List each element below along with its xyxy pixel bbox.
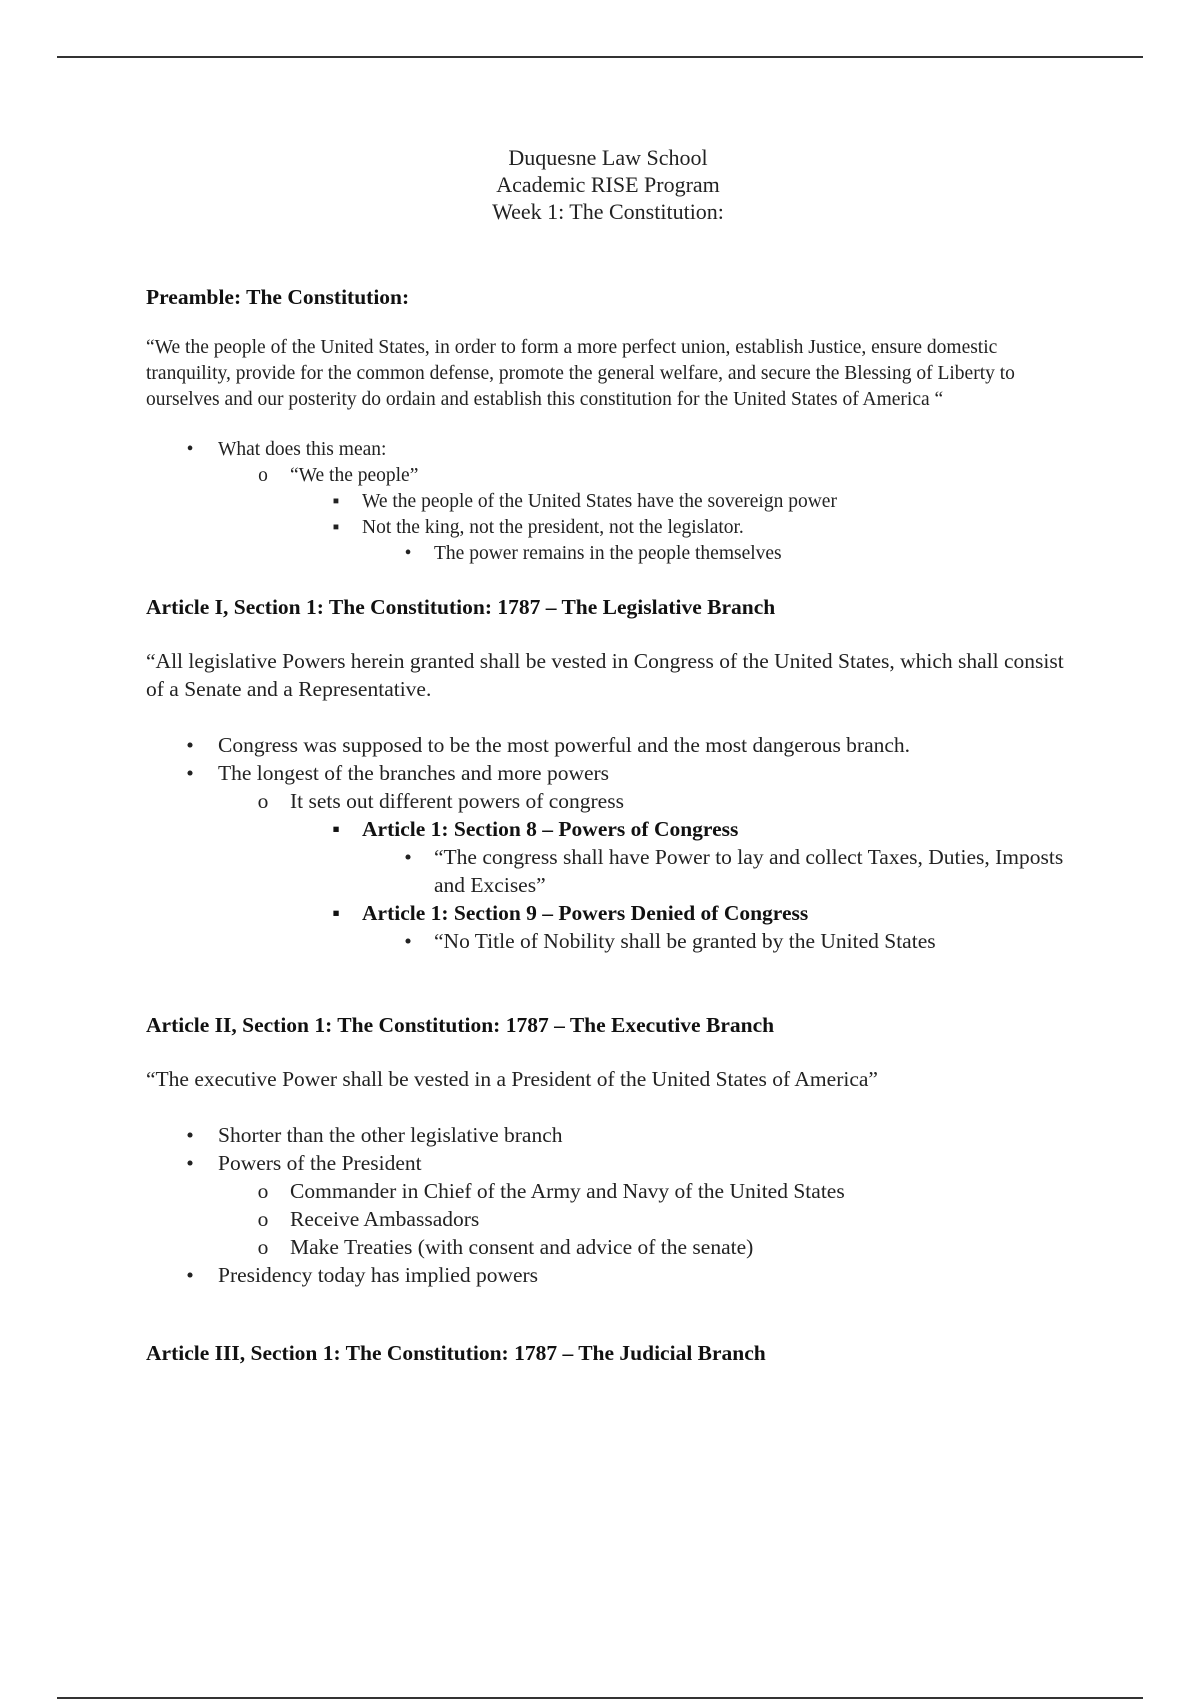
bullet-circle-icon: o — [258, 465, 268, 486]
bullet-circle-icon: o — [257, 789, 269, 813]
preamble-quote: “We the people of the United States, in order to form a more perfect union, establish Justice, ensure domestic tranquility, provide for the common defense, promote the general welfare, and secure the Blessing of Liberty to ourselves and our posterity do ordain and establish this constitution for the United States of America “ — [146, 337, 1015, 410]
article1-heading: Article I, Section 1: The Constitution: 1787 – The Legislative Branch — [146, 595, 776, 619]
list-item: ▪ We the people of the United States have the sovereign power — [146, 489, 1076, 515]
list-item: • “No Title of Nobility shall be granted by the United States — [146, 927, 1076, 955]
bullet-dot-icon: • — [404, 543, 412, 564]
document-page — [146, 144, 1076, 1367]
bottom-rule — [57, 1697, 1143, 1699]
article2-list — [146, 1121, 1076, 1289]
bullet-dot-icon: • — [186, 761, 194, 785]
list-item: ▪ Not the king, not the president, not the legislator. — [146, 515, 1076, 541]
bullet-circle-icon: o — [257, 1207, 269, 1231]
bullet-square-icon: ▪ — [332, 517, 340, 538]
header-school: Duquesne Law School — [508, 145, 708, 170]
bullet-circle-icon: o — [257, 1179, 269, 1203]
bullet-dot-icon: • — [404, 929, 412, 953]
bullet-dot-icon: • — [186, 1263, 194, 1287]
list-item: • Presidency today has implied powers — [146, 1261, 1076, 1289]
list-item: • Congress was supposed to be the most powerful and the most dangerous branch. — [146, 731, 1076, 759]
bullet-dot-icon: • — [186, 439, 194, 460]
bullet-dot-icon: • — [186, 1123, 194, 1147]
bullet-dot-icon: • — [186, 733, 194, 757]
list-item: o “We the people” — [146, 463, 1076, 489]
list-item: • “The congress shall have Power to lay and collect Taxes, Duties, Imposts and Excises” — [146, 843, 1076, 899]
list-item: ▪ Article 1: Section 9 – Powers Denied of Congress — [146, 899, 1076, 927]
list-item: ▪ Article 1: Section 8 – Powers of Congress — [146, 815, 1076, 843]
preamble-list — [146, 437, 1076, 567]
list-item: • The longest of the branches and more powers — [146, 759, 1076, 787]
bullet-dot-icon: • — [404, 845, 412, 869]
list-item: o Receive Ambassadors — [146, 1205, 1076, 1233]
list-item: • The power remains in the people themselves — [146, 541, 1076, 567]
article2-quote: “The executive Power shall be vested in a President of the United States of America” — [146, 1067, 878, 1091]
bullet-square-icon: ▪ — [332, 901, 340, 925]
list-item: o Make Treaties (with consent and advice of the senate) — [146, 1233, 1076, 1261]
article1-list — [146, 731, 1076, 955]
list-item: • Powers of the President — [146, 1149, 1076, 1177]
article3-heading: Article III, Section 1: The Constitution: 1787 – The Judicial Branch — [146, 1341, 766, 1365]
preamble-heading: Preamble: The Constitution: — [146, 285, 410, 309]
document-header — [138, 144, 1078, 225]
header-week: Week 1: The Constitution: — [492, 199, 724, 224]
list-item: • What does this mean: — [146, 437, 1076, 463]
bullet-square-icon: ▪ — [332, 817, 340, 841]
bullet-square-icon: ▪ — [332, 491, 340, 512]
bullet-dot-icon: • — [186, 1151, 194, 1175]
list-item: o Commander in Chief of the Army and Navy of the United States — [146, 1177, 1076, 1205]
list-item: • Shorter than the other legislative branch — [146, 1121, 1076, 1149]
article1-quote: “All legislative Powers herein granted shall be vested in Congress of the United States, which shall consist of a Senate and a Representative. — [146, 649, 1064, 701]
bullet-circle-icon: o — [257, 1235, 269, 1259]
article2-heading: Article II, Section 1: The Constitution: 1787 – The Executive Branch — [146, 1013, 775, 1037]
top-rule — [57, 56, 1143, 58]
header-program: Academic RISE Program — [496, 172, 720, 197]
list-item: o It sets out different powers of congress — [146, 787, 1076, 815]
